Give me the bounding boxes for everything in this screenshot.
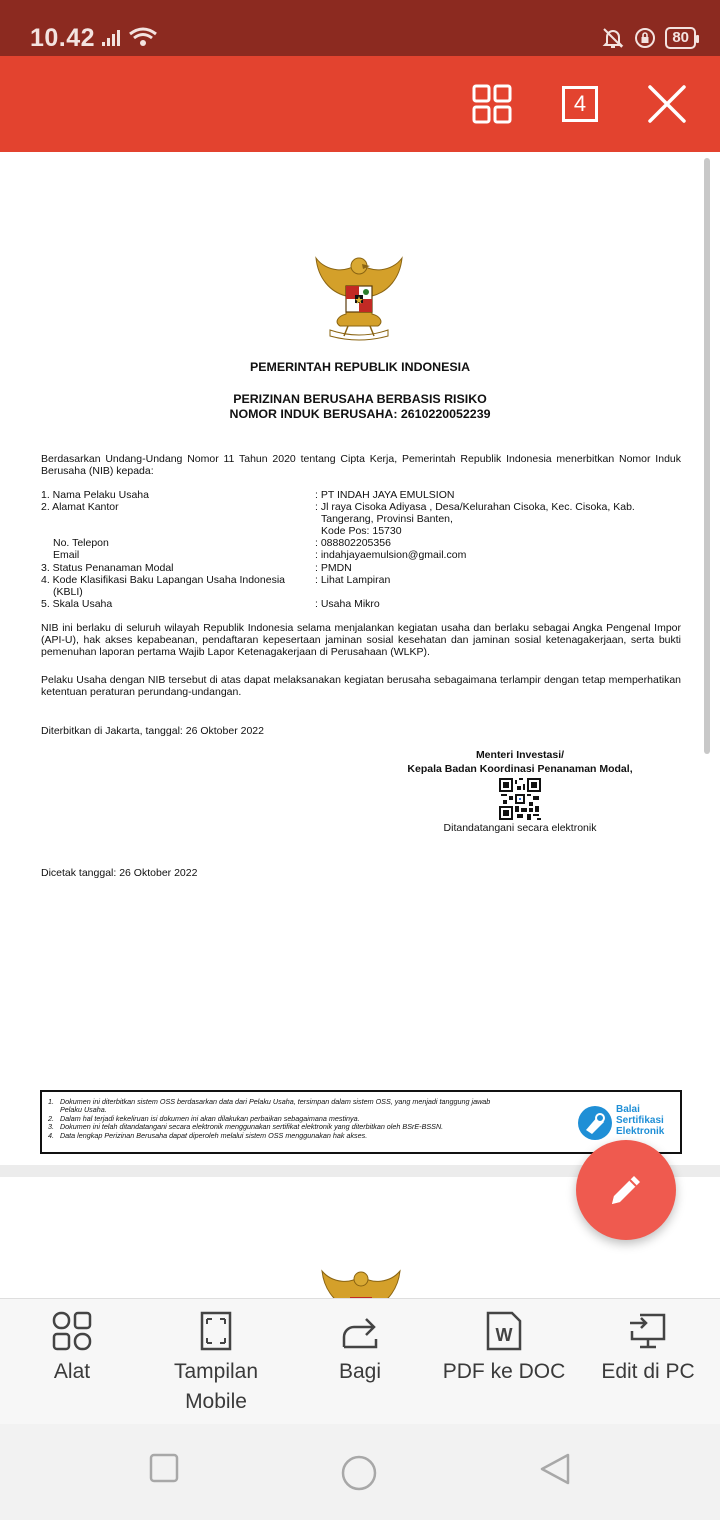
pdf-to-doc-label: PDF ke DOC — [442, 1360, 566, 1383]
mobile-view-button[interactable] — [144, 1309, 288, 1417]
field-label: 5. Skala Usaha — [41, 598, 113, 610]
field-value: : indahjayaemulsion@gmail.com — [315, 549, 467, 561]
close-icon — [647, 84, 687, 124]
home-icon[interactable] — [340, 1454, 378, 1492]
field-value: : Lihat Lampiran — [315, 574, 391, 586]
footer-note: 2. Dalam hal terjadi kekeliruan isi dokumen ini akan dilakukan perbaikan sebagaimana mestinya. — [48, 1113, 360, 1123]
bsre-logo-text: Balai — [616, 1104, 640, 1115]
field-value: : PMDN — [315, 562, 352, 574]
printed-date: Dicetak tanggal: 26 Oktober 2022 — [41, 867, 198, 879]
garuda-emblem-icon — [308, 244, 410, 346]
issued-date: Diterbitkan di Jakarta, tanggal: 26 Oktober 2022 — [41, 725, 264, 737]
footer-notes-box — [40, 1090, 682, 1154]
pencil-icon — [604, 1168, 648, 1212]
tools-icon — [50, 1309, 94, 1353]
edit-fab-button[interactable] — [576, 1140, 676, 1240]
doc-header: PEMERINTAH REPUBLIK INDONESIA — [249, 360, 471, 374]
garuda-emblem-icon — [316, 1267, 406, 1298]
signed-note: Ditandatangani secara elektronik — [443, 822, 597, 834]
clock: 10.42 — [30, 24, 96, 52]
recents-icon[interactable] — [148, 1452, 180, 1484]
bsre-emblem-icon — [576, 1104, 614, 1142]
rotation-lock-icon — [633, 26, 657, 50]
field-label: 4. Kode Klasifikasi Baku Lapangan Usaha Indonesia — [41, 574, 286, 586]
footer-note: 1. Dokumen ini diterbitkan sistem OSS berdasarkan data dari Pelaku Usaha, tersimpan dalam sistem OSS, yang menjadi tanggung jawab — [48, 1097, 491, 1106]
mobile-view-label: Tampilan Mobile — [173, 1360, 259, 1413]
mobile-view-icon — [194, 1309, 238, 1353]
share-button[interactable] — [288, 1309, 432, 1387]
field-value: : 088802205356 — [315, 537, 391, 549]
close-button[interactable] — [645, 82, 689, 126]
bottom-toolbar — [0, 1298, 720, 1424]
pdf-to-doc-button[interactable] — [432, 1309, 576, 1387]
footer-notes — [48, 1098, 578, 1140]
back-icon[interactable] — [538, 1452, 572, 1486]
footer-note: Pelaku Usaha. — [48, 1105, 107, 1115]
field-value: Kode Pos: 15730 — [321, 525, 402, 537]
page-count-button[interactable] — [558, 82, 602, 126]
footer-note: 3. Dokumen ini telah ditandatangani secara elektronik menggunakan sertifikat elektronik yang diterbitkan oleh BSrE-BSSN. — [48, 1122, 444, 1132]
document-viewer[interactable] — [0, 152, 720, 1298]
pc-icon — [626, 1309, 670, 1353]
field-value: Tangerang, Provinsi Banten, — [321, 513, 453, 525]
footer-note: 4. Data lengkap Perizinan Berusaha dapat diperoleh melalui sistem OSS menggunakan hak akses. — [48, 1130, 368, 1140]
field-label: No. Telepon — [53, 537, 109, 549]
signer-title: Kepala Badan Koordinasi Penanaman Modal, — [407, 763, 633, 775]
top-toolbar — [0, 56, 720, 152]
doc-title-line2: NOMOR INDUK BERUSAHA: 2610220052239 — [229, 407, 491, 421]
page-count-badge: 4 — [562, 86, 598, 122]
doc-paragraph: NIB ini berlaku di seluruh wilayah Republik Indonesia selama menjalankan kegiatan usaha dan berlaku sebagai Angka Pengenal Impor (API-U), hak akses kepabeanan, pendaftaran kepesertaan jaminan sosial kesehatan dan jaminan sosial ketenagakerjaan, serta bukti pemenuhan laporan pertama Wajib Lapor Ketenagakerjaan di Perusahaan (WLKP). — [41, 622, 681, 658]
system-nav-bar — [0, 1424, 720, 1520]
bsre-logo-text: Elektronik — [616, 1126, 665, 1137]
edit-on-pc-button[interactable] — [576, 1309, 720, 1387]
battery-indicator: 80 — [665, 27, 696, 49]
field-value: : Jl raya Cisoka Adiyasa , Desa/Kelurahan Cisoka, Kec. Cisoka, Kab. — [315, 501, 635, 513]
grid-view-button[interactable] — [470, 82, 514, 126]
bsre-logo-text: Sertifikasi — [616, 1115, 664, 1126]
field-label: Email — [53, 549, 80, 561]
doc-paragraph: Pelaku Usaha dengan NIB tersebut di atas dapat melaksanakan kegiatan berusaha sebagaimana terlampir dengan tetap memperhatikan ketentuan peraturan perundang-undangan. — [41, 674, 681, 698]
bsre-logo — [576, 1102, 674, 1144]
field-label: (KBLI) — [53, 586, 83, 598]
signal-wifi-icon — [100, 24, 160, 50]
status-bar — [0, 0, 720, 56]
field-label: 2. Alamat Kantor — [41, 501, 119, 513]
status-icons — [601, 24, 696, 52]
field-value: : Usaha Mikro — [315, 598, 380, 610]
tools-label: Alat — [53, 1360, 91, 1383]
word-icon — [482, 1309, 526, 1353]
svg-text:W: W — [495, 1325, 513, 1345]
bell-off-icon — [601, 26, 625, 50]
share-icon — [338, 1309, 382, 1353]
qr-code-icon — [499, 778, 541, 820]
scrollbar[interactable] — [704, 158, 710, 754]
document-page — [0, 152, 720, 1165]
grid-icon — [472, 84, 512, 124]
field-value: : PT INDAH JAYA EMULSION — [315, 489, 455, 501]
edit-on-pc-label: Edit di PC — [601, 1360, 695, 1383]
doc-title-line1: PERIZINAN BERUSAHA BERBASIS RISIKO — [233, 392, 487, 406]
field-label: 3. Status Penanaman Modal — [41, 562, 174, 574]
share-label: Bagi — [338, 1360, 382, 1383]
field-label: 1. Nama Pelaku Usaha — [41, 489, 149, 501]
doc-intro: Berdasarkan Undang-Undang Nomor 11 Tahun 2020 tentang Cipta Kerja, Pemerintah Republik Indonesia menerbitkan Nomor Induk Berusaha (NIB) kepada: — [41, 453, 681, 477]
signer-title: Menteri Investasi/ — [475, 749, 565, 761]
tools-button[interactable] — [0, 1309, 144, 1387]
